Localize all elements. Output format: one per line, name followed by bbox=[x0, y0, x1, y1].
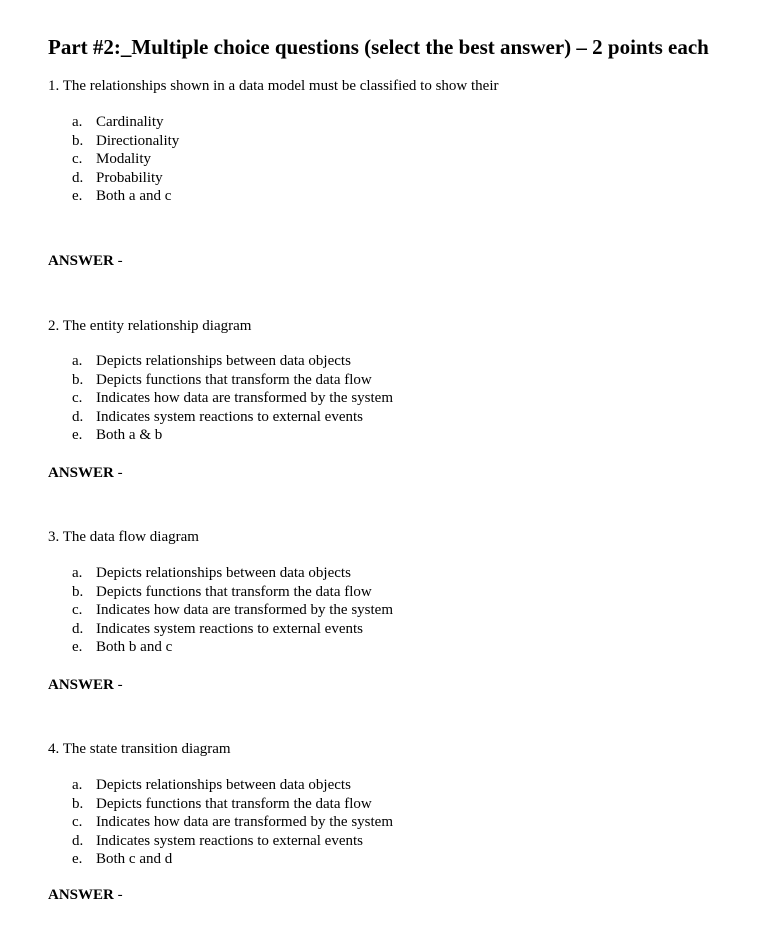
question-text bbox=[48, 740, 231, 758]
option-3e[interactable] bbox=[72, 638, 393, 657]
question-text bbox=[48, 77, 498, 95]
option-letter: a. bbox=[72, 565, 83, 581]
option-4e[interactable] bbox=[72, 850, 393, 869]
option-4a[interactable] bbox=[72, 776, 393, 795]
option-letter: d. bbox=[72, 169, 84, 186]
answer-3 bbox=[48, 676, 123, 694]
answer-2 bbox=[48, 464, 123, 482]
option-3c[interactable] bbox=[72, 601, 393, 620]
option-text: Both b and c bbox=[96, 639, 173, 655]
answer-dash: - bbox=[113, 677, 123, 693]
option-4b[interactable] bbox=[72, 795, 393, 814]
option-1d[interactable] bbox=[72, 169, 179, 188]
question-2 bbox=[48, 317, 251, 335]
options-list-1 bbox=[72, 113, 179, 206]
option-letter: a. bbox=[72, 353, 83, 369]
option-letter: e. bbox=[72, 188, 83, 204]
option-text: Both a & b bbox=[96, 427, 163, 443]
option-text: Modality bbox=[96, 151, 151, 167]
question-number: 2. bbox=[48, 318, 60, 334]
option-text: Directionality bbox=[96, 132, 180, 149]
options-list-2 bbox=[72, 352, 393, 445]
option-letter: e. bbox=[72, 427, 83, 443]
option-text: Depicts functions that transform the data flow bbox=[96, 583, 372, 600]
option-2d[interactable] bbox=[72, 408, 393, 427]
answer-label: ANSWER bbox=[48, 465, 114, 481]
answer-dash: - bbox=[113, 465, 123, 481]
option-text: Depicts functions that transform the data flow bbox=[96, 371, 372, 388]
question-text bbox=[48, 528, 199, 546]
option-text: Probability bbox=[96, 169, 163, 186]
option-letter: c. bbox=[72, 814, 83, 830]
option-text: Depicts functions that transform the data flow bbox=[96, 795, 372, 812]
option-text: Both c and d bbox=[96, 851, 173, 867]
option-letter: d. bbox=[72, 620, 84, 637]
question-number: 3. bbox=[48, 529, 60, 545]
option-text: Depicts relationships between data objects bbox=[96, 565, 351, 581]
question-stem: The data flow diagram bbox=[62, 529, 199, 545]
question-stem: The relationships shown in a data model must be classified to show their bbox=[62, 78, 499, 94]
options-list-3 bbox=[72, 564, 393, 657]
option-1e[interactable] bbox=[72, 187, 179, 206]
answer-1 bbox=[48, 252, 123, 270]
answer-dash: - bbox=[113, 887, 123, 903]
option-1b[interactable] bbox=[72, 132, 179, 151]
option-letter: c. bbox=[72, 602, 83, 618]
page-title: Part #2:_Multiple choice questions (select the best answer) – 2 points each bbox=[48, 35, 709, 59]
option-text: Depicts relationships between data objects bbox=[96, 353, 351, 369]
option-letter: b. bbox=[72, 371, 84, 388]
option-3a[interactable] bbox=[72, 564, 393, 583]
option-2e[interactable] bbox=[72, 426, 393, 445]
option-letter: d. bbox=[72, 832, 84, 849]
question-number: 1. bbox=[48, 78, 60, 94]
option-3b[interactable] bbox=[72, 583, 393, 602]
option-text: Depicts relationships between data objects bbox=[96, 777, 351, 793]
option-text: Indicates how data are transformed by the system bbox=[96, 602, 393, 618]
option-2c[interactable] bbox=[72, 389, 393, 408]
option-letter: e. bbox=[72, 851, 83, 867]
question-number: 4. bbox=[48, 741, 60, 757]
option-1c[interactable] bbox=[72, 150, 179, 169]
answer-4 bbox=[48, 886, 123, 904]
option-letter: c. bbox=[72, 390, 83, 406]
option-2b[interactable] bbox=[72, 371, 393, 390]
question-stem: The entity relationship diagram bbox=[62, 318, 252, 334]
option-letter: a. bbox=[72, 777, 83, 793]
option-text: Indicates how data are transformed by the system bbox=[96, 814, 393, 830]
question-stem: The state transition diagram bbox=[62, 741, 231, 757]
option-letter: a. bbox=[72, 114, 83, 130]
option-text: Indicates system reactions to external events bbox=[96, 832, 363, 849]
question-text bbox=[48, 317, 251, 335]
option-text: Indicates system reactions to external events bbox=[96, 408, 363, 425]
option-letter: d. bbox=[72, 408, 84, 425]
answer-dash: - bbox=[113, 253, 123, 269]
question-1 bbox=[48, 77, 498, 95]
answer-label: ANSWER bbox=[48, 677, 114, 693]
option-letter: b. bbox=[72, 583, 84, 600]
question-4 bbox=[48, 740, 231, 758]
option-text: Indicates how data are transformed by the system bbox=[96, 390, 393, 406]
option-letter: b. bbox=[72, 132, 84, 149]
options-list-4 bbox=[72, 776, 393, 869]
option-3d[interactable] bbox=[72, 620, 393, 639]
option-letter: c. bbox=[72, 151, 83, 167]
option-4c[interactable] bbox=[72, 813, 393, 832]
option-letter: e. bbox=[72, 639, 83, 655]
option-4d[interactable] bbox=[72, 832, 393, 851]
answer-label: ANSWER bbox=[48, 253, 114, 269]
option-1a[interactable] bbox=[72, 113, 179, 132]
option-2a[interactable] bbox=[72, 352, 393, 371]
question-3 bbox=[48, 528, 199, 546]
option-letter: b. bbox=[72, 795, 84, 812]
option-text: Cardinality bbox=[96, 114, 164, 130]
option-text: Both a and c bbox=[96, 188, 172, 204]
option-text: Indicates system reactions to external events bbox=[96, 620, 363, 637]
answer-label: ANSWER bbox=[48, 887, 114, 903]
